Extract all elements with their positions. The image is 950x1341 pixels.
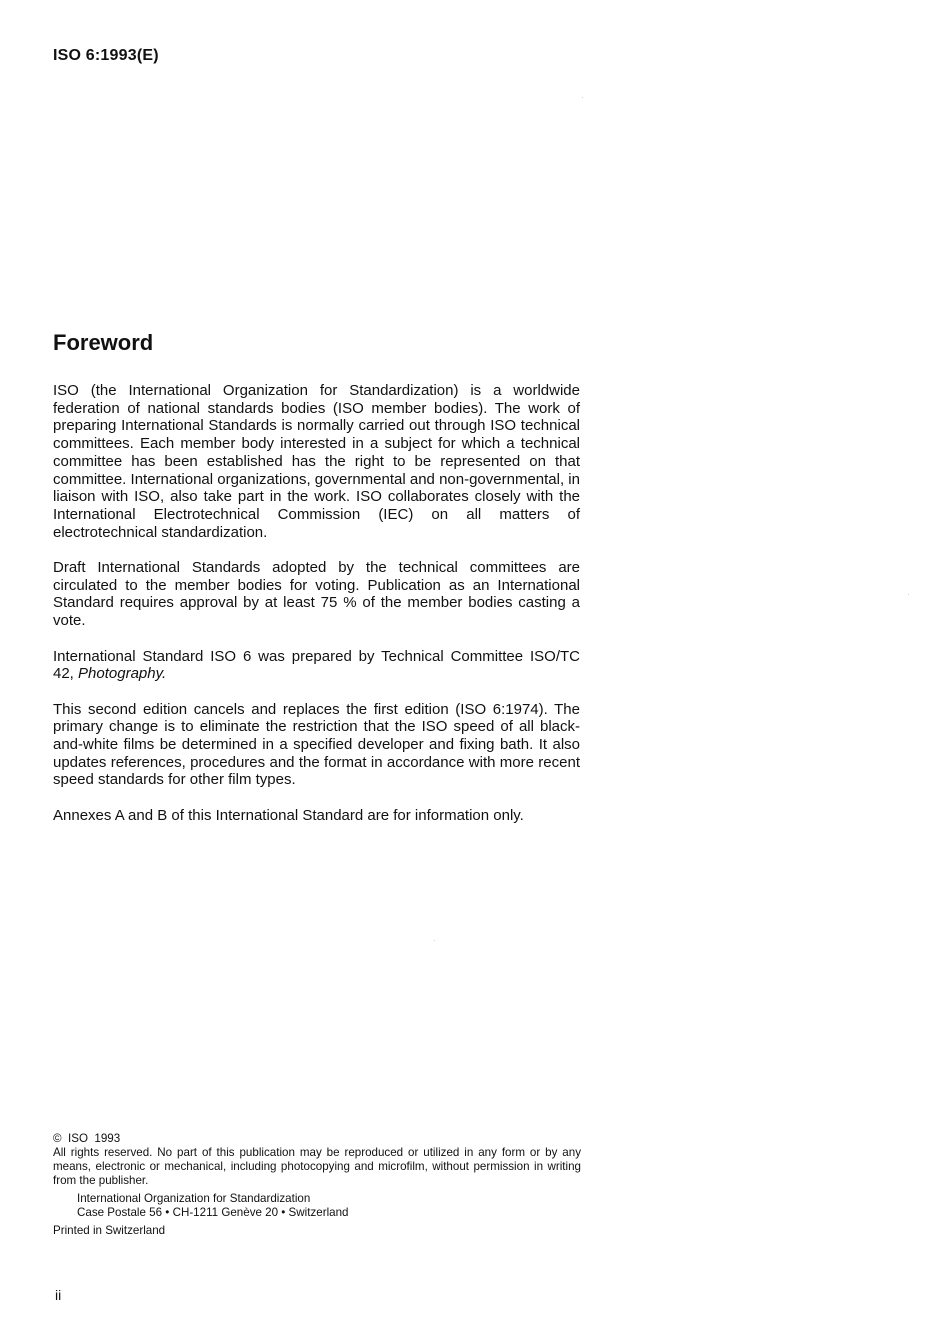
document-id-header: ISO 6:1993(E)	[53, 47, 159, 64]
foreword-paragraph-draft-standards: Draft International Standards adopted by the technical committees are circulated to the member bodies for voting. Publication as an International Standard requires approval by at least 75 % of the member bodies casting a vote.	[53, 559, 580, 630]
copyright-block	[53, 1132, 581, 1238]
page-number: ii	[55, 1287, 62, 1303]
foreword-paragraph-iso-intro: ISO (the International Organization for Standardization) is a worldwide federation of national standards bodies (ISO member bodies). The work of preparing International Standards is normally carried out through ISO technical committees. Each member body interested in a subject for which a technical committee has been established has the right to be represented on that committee. International organizations, governmental and non-governmental, in liaison with ISO, also take part in the work. ISO collaborates closely with the International Electrotechnical Commission (IEC) on all matters of electrotechnical standardization.	[53, 382, 580, 541]
foreword-paragraph-annexes: Annexes A and B of this International Standard are for information only.	[53, 806, 524, 824]
scan-speck	[582, 97, 583, 98]
printed-in-text: Printed in Switzerland	[53, 1224, 166, 1237]
rights-reserved-text: All rights reserved. No part of this publication may be reproduced or utilized in any form or by any means, electronic or mechanical, including photocopying and microfilm, without permission in writing from the publisher.	[53, 1146, 581, 1187]
publisher-address	[53, 1192, 581, 1220]
foreword-paragraph-prepared-by	[53, 648, 580, 683]
scan-speck	[908, 594, 909, 595]
prepared-by-text: International Standard ISO 6 was prepared by Technical Committee ISO/TC 42,	[53, 647, 580, 683]
foreword-body	[53, 382, 580, 842]
copyright-notice: © ISO 1993	[53, 1132, 121, 1145]
foreword-title: Foreword	[53, 330, 154, 355]
committee-title-italic: Photography.	[78, 665, 167, 683]
publisher-postal-address: Case Postale 56 • CH-1211 Genève 20 • Switzerland	[77, 1206, 349, 1219]
foreword-paragraph-second-edition: This second edition cancels and replaces the first edition (ISO 6:1974). The primary change is to eliminate the restriction that the ISO speed of all black-and-white films be determined in a specified developer and fixing bath. It also updates references, procedures and the format in accordance with more recent speed standards for other film types.	[53, 700, 580, 789]
scan-speck	[434, 940, 435, 941]
publisher-name: International Organization for Standardization	[77, 1192, 311, 1205]
